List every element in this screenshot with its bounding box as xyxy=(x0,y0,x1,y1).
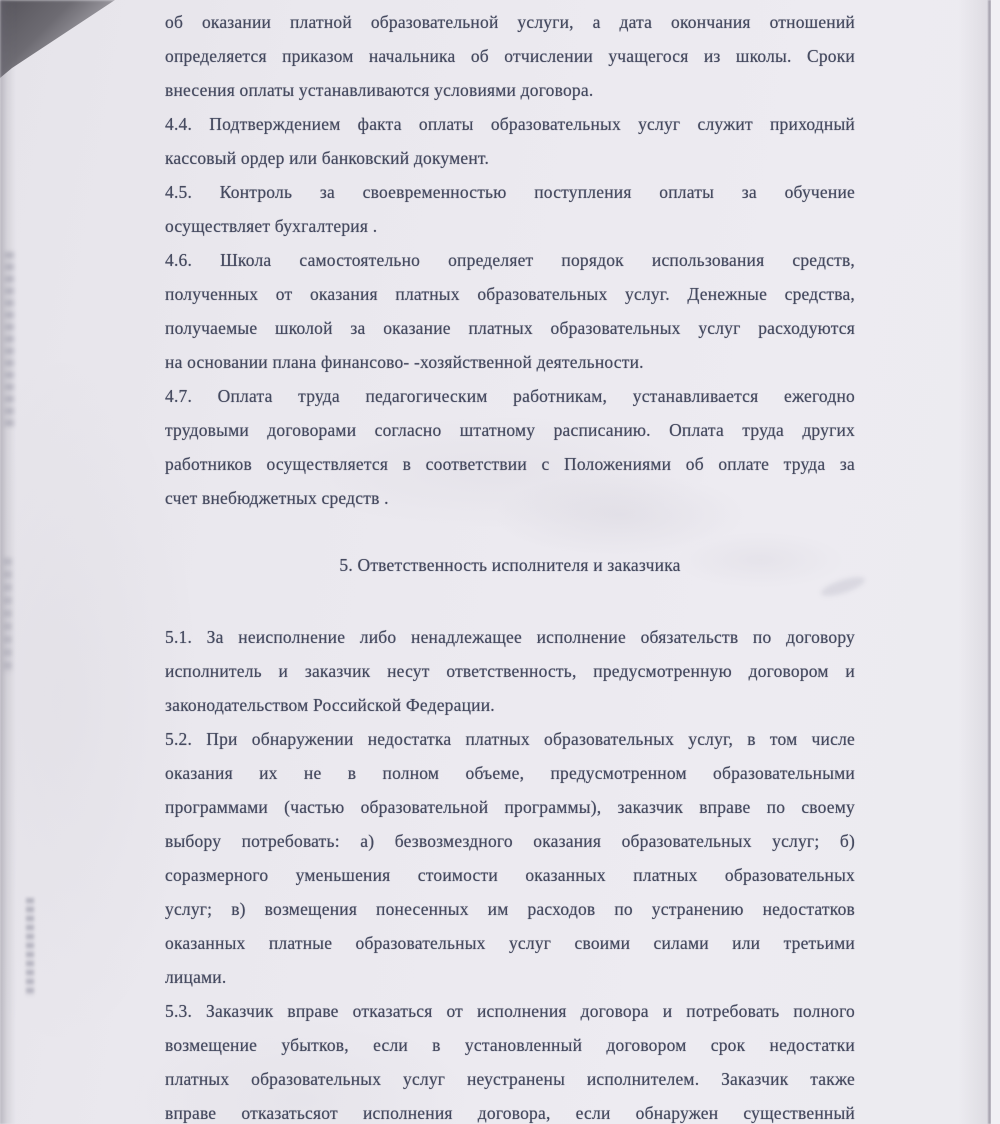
text-line: 4.4. Подтверждением факта оплаты образовательных услуг служит приходный xyxy=(165,114,855,134)
text-line: на основании плана финансово- -хозяйственной деятельности. xyxy=(165,352,644,372)
text-line: 4.6. Школа самостоятельно определяет порядок использования средств, xyxy=(165,250,855,270)
left-margin-smudge xyxy=(26,898,34,996)
text-line: работников осуществляется в соответствии с Положениями об оплате труда за xyxy=(165,454,855,474)
text-line: платных образовательных услуг неустранены исполнителем. Заказчик также xyxy=(165,1069,855,1089)
text-line: возмещение убытков, если в установленный договором срок недостатки xyxy=(165,1035,855,1055)
folded-corner-shadow xyxy=(0,0,130,80)
page-edge-strip xyxy=(991,0,1000,1124)
text-line: соразмерного уменьшения стоимости оказанных платных образовательных xyxy=(165,865,855,885)
paragraph xyxy=(165,175,855,243)
text-line: исполнитель и заказчик несут ответственность, предусмотренную договором и xyxy=(165,661,855,681)
text-line: 4.7. Оплата труда педагогическим работникам, устанавливается ежегодно xyxy=(165,386,855,406)
text-line: 5.2. При обнаружении недостатка платных образовательных услуг, в том числе xyxy=(165,729,855,749)
paragraph xyxy=(165,379,855,515)
paragraph xyxy=(165,994,855,1124)
text-line: 5.1. За неисполнение либо ненадлежащее исполнение обязательств по договору xyxy=(165,627,855,647)
text-line: 5. Ответственность исполнителя и заказчика xyxy=(339,555,681,575)
paragraph xyxy=(165,722,855,994)
left-edge-shadow xyxy=(0,0,16,1124)
right-edge-shadow xyxy=(958,0,988,1124)
paragraph xyxy=(165,620,855,722)
text-line: оказанных платные образовательных услуг своими силами или третьими xyxy=(165,933,855,953)
text-line: оказания их не в полном объеме, предусмотренном образовательными xyxy=(165,763,855,783)
text-line: трудовыми договорами согласно штатному расписанию. Оплата труда других xyxy=(165,420,855,440)
text-line: услуг; в) возмещения понесенных им расходов по устранению недостатков xyxy=(165,899,855,919)
paragraph xyxy=(165,5,855,107)
text-line: лицами. xyxy=(165,967,227,987)
text-line: программами (частью образовательной программы), заказчик вправе по своему xyxy=(165,797,855,817)
text-line: получаемые школой за оказание платных образовательных услуг расходуются xyxy=(165,318,855,338)
text-line: выбору потребовать: а) безвозмездного оказания образовательных услуг; б) xyxy=(165,831,855,851)
text-line: полученных от оказания платных образовательных услуг. Денежные средства, xyxy=(165,284,855,304)
text-line: кассовый ордер или банковский документ. xyxy=(165,148,490,168)
section-heading xyxy=(165,548,855,582)
text-line: внесения оплаты устанавливаются условиями договора. xyxy=(165,80,594,100)
text-line: определяется приказом начальника об отчислении учащегося из школы. Сроки xyxy=(165,46,855,66)
paragraph xyxy=(165,107,855,175)
text-line: об оказании платной образовательной услуги, а дата окончания отношений xyxy=(165,12,855,32)
document-body xyxy=(165,5,855,1124)
text-line: осуществляет бухгалтерия . xyxy=(165,216,378,236)
text-line: 4.5. Контроль за своевременностью поступления оплаты за обучение xyxy=(165,182,855,202)
text-line: 5.3. Заказчик вправе отказаться от исполнения договора и потребовать полного xyxy=(165,1001,855,1021)
paragraph xyxy=(165,243,855,379)
text-line: законодательством Российской Федерации. xyxy=(165,695,495,715)
text-line: вправе отказатьсяот исполнения договора, если обнаружен существенный xyxy=(165,1103,855,1123)
text-line: счет внебюджетных средств . xyxy=(165,488,389,508)
